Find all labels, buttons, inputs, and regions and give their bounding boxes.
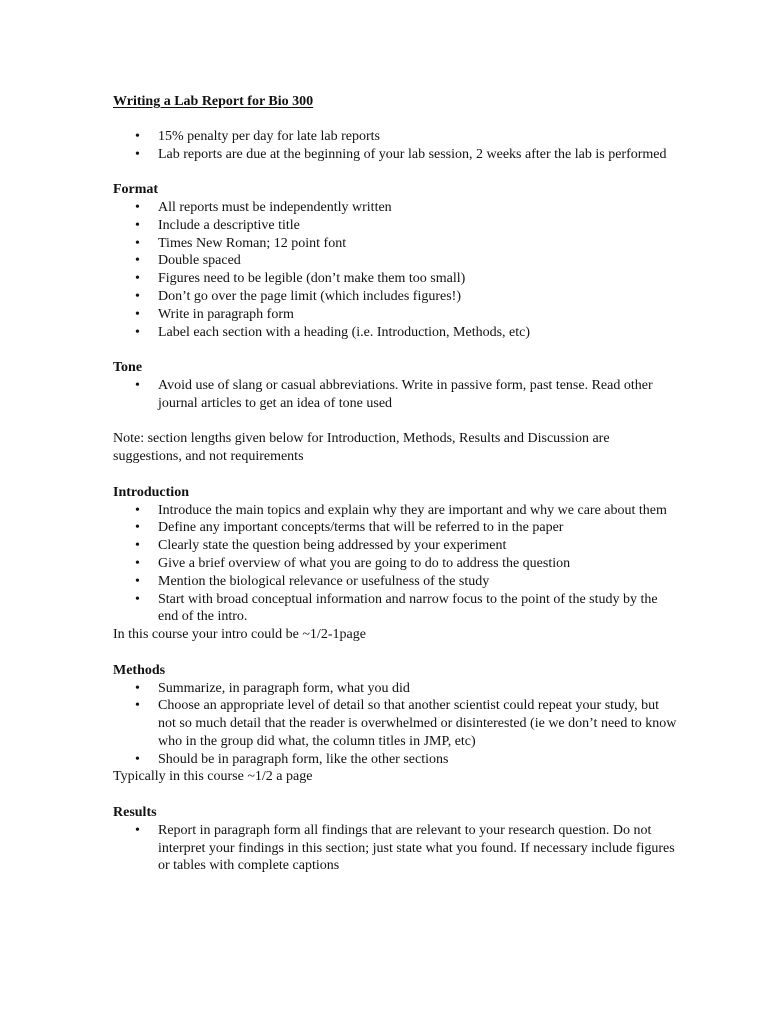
- list-item-text: Give a brief overview of what you are going to do to address the question: [158, 555, 571, 571]
- list-item-text: Report in paragraph form all findings that are relevant to your research question. Do not interpret your findings in this section; just state what you found. If necessary include figures or tables with complete captions: [158, 822, 675, 874]
- list-item-text: Start with broad conceptual information and narrow focus to the point of the study by the end of the intro.: [158, 591, 658, 625]
- list-item-text: Don’t go over the page limit (which includes figures!): [158, 288, 461, 304]
- bullet-icon: •: [135, 288, 140, 304]
- bullet-icon: •: [135, 377, 140, 393]
- list-item: [113, 555, 678, 573]
- bullet-icon: •: [135, 199, 140, 215]
- methods-bullet-list: [113, 680, 678, 769]
- list-item: [113, 680, 678, 698]
- bullet-icon: •: [135, 217, 140, 233]
- spacer: [113, 413, 768, 431]
- bullet-icon: •: [135, 520, 140, 536]
- list-item-text: Write in paragraph form: [158, 306, 294, 322]
- list-item: [113, 128, 678, 146]
- list-item: [113, 822, 678, 875]
- bullet-icon: •: [135, 128, 140, 144]
- list-item-text: 15% penalty per day for late lab reports: [158, 128, 380, 144]
- section-length-note: Note: section lengths given below for Introduction, Methods, Results and Discussion are suggestions, and not requirements: [113, 431, 610, 465]
- list-item: [113, 288, 678, 306]
- bullet-icon: •: [135, 271, 140, 287]
- bullet-icon: •: [135, 555, 140, 571]
- format-bullet-list: [113, 199, 678, 341]
- list-item-text: Times New Roman; 12 point font: [158, 235, 347, 251]
- spacer: [113, 163, 768, 181]
- section-heading-methods: Methods: [113, 662, 166, 678]
- bullet-icon: •: [135, 306, 140, 322]
- list-item-text: Label each section with a heading (i.e. Introduction, Methods, etc): [158, 324, 531, 340]
- section-heading-format: Format: [113, 182, 159, 198]
- bullet-icon: •: [135, 573, 140, 589]
- list-item: [113, 537, 678, 555]
- list-item: [113, 697, 678, 750]
- bullet-icon: •: [135, 235, 140, 251]
- list-item: [113, 751, 678, 769]
- spacer: [113, 466, 768, 484]
- methods-length-note: Typically in this course ~1/2 a page: [113, 769, 313, 785]
- spacer: [113, 341, 768, 359]
- bullet-icon: •: [135, 324, 140, 340]
- list-item: [113, 146, 678, 164]
- list-item-text: Define any important concepts/terms that will be referred to in the paper: [158, 520, 564, 536]
- list-item: [113, 377, 678, 413]
- list-item: [113, 252, 678, 270]
- list-item: [113, 519, 678, 537]
- bullet-icon: •: [135, 253, 140, 269]
- introduction-bullet-list: [113, 502, 678, 627]
- bullet-icon: •: [135, 146, 140, 162]
- bullet-icon: •: [135, 680, 140, 696]
- bullet-icon: •: [135, 538, 140, 554]
- list-item-text: Mention the biological relevance or usefulness of the study: [158, 573, 490, 589]
- bullet-icon: •: [135, 698, 140, 714]
- list-item-text: Avoid use of slang or casual abbreviations. Write in passive form, past tense. Read other journal articles to get an idea of tone used: [158, 377, 653, 411]
- bullet-icon: •: [135, 591, 140, 607]
- spacer: [113, 786, 768, 804]
- section-heading-results: Results: [113, 805, 157, 821]
- list-item: [113, 306, 678, 324]
- list-item: [113, 502, 678, 520]
- list-item: [113, 217, 678, 235]
- list-item: [113, 324, 678, 342]
- list-item-text: Introduce the main topics and explain why they are important and why we care about them: [158, 502, 667, 518]
- list-item-text: Choose an appropriate level of detail so that another scientist could repeat your study, but not so much detail that the reader is overwhelmed or disinterested (ie we don’t need to know who in the group did what, the column titles in JMP, etc): [158, 698, 677, 749]
- spacer: [113, 644, 768, 662]
- document-title: Writing a Lab Report for Bio 300: [113, 94, 314, 109]
- list-item: [113, 199, 678, 217]
- bullet-icon: •: [135, 822, 140, 838]
- list-item-text: Summarize, in paragraph form, what you did: [158, 680, 410, 696]
- bullet-icon: •: [135, 502, 140, 518]
- list-item: [113, 591, 678, 627]
- list-item: [113, 573, 678, 591]
- list-item: [113, 270, 678, 288]
- intro-bullet-list: [113, 128, 678, 164]
- introduction-length-note: In this course your intro could be ~1/2-1page: [113, 627, 366, 643]
- results-bullet-list: [113, 822, 678, 875]
- list-item-text: Double spaced: [158, 253, 241, 269]
- list-item-text: Clearly state the question being addressed by your experiment: [158, 538, 507, 554]
- section-heading-tone: Tone: [113, 360, 143, 376]
- list-item-text: All reports must be independently written: [158, 199, 392, 215]
- bullet-icon: •: [135, 751, 140, 767]
- list-item: [113, 235, 678, 253]
- section-heading-introduction: Introduction: [113, 484, 189, 500]
- list-item-text: Lab reports are due at the beginning of your lab session, 2 weeks after the lab is performed: [158, 146, 667, 162]
- list-item-text: Figures need to be legible (don’t make them too small): [158, 271, 466, 287]
- list-item-text: Should be in paragraph form, like the other sections: [158, 751, 449, 767]
- tone-bullet-list: [113, 377, 678, 413]
- list-item-text: Include a descriptive title: [158, 217, 300, 233]
